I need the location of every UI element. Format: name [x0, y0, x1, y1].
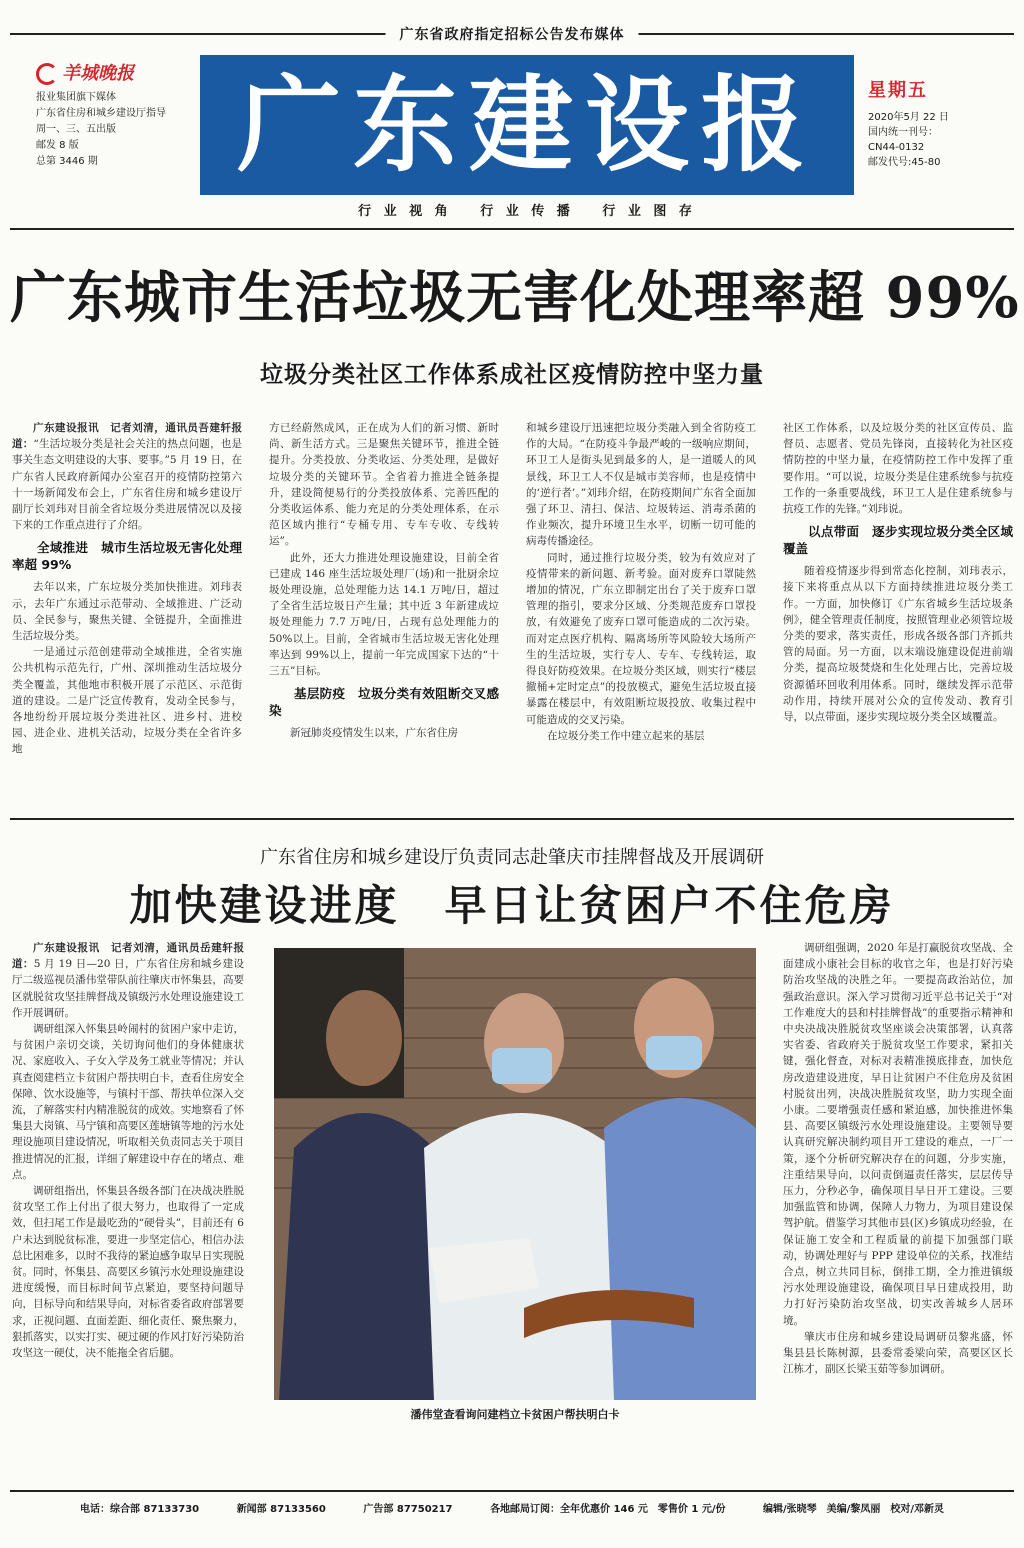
issn-number: CN44-0132: [868, 142, 925, 153]
logo-text: 羊城晚报: [62, 63, 134, 84]
story1-headline: 广东城市生活垃圾无害化处理率超 99%: [10, 265, 1020, 331]
story1-col1-p2: 去年以来，广东垃圾分类加快推进。刘玮表示，去年广东通过示范带动、全域推进、广泛动员、全民参与，聚焦关键、全链提升，全面推进生活垃圾分类。: [12, 581, 242, 643]
issue-date: 2020年5月 22 日: [868, 112, 949, 123]
footer-credits: 编辑/张晓琴 美编/黎凤丽 校对/邓新灵: [763, 1504, 944, 1515]
story1-col2-p1: 方已经蔚然成风，正在成为人们的新习惯、新时尚、新生活方式。三是聚焦关键环节，推进全链提升。分类投放、分类收运、分类处理，是做好垃圾分类的关键环节。全省着力推进全链条提升，建设简便易行的分类投放体系、完善匹配的分类收运体系、能力充足的分类处理体系，在示范区域内推行“专桶专用、专车专收、专线转运”。: [269, 422, 499, 548]
masthead-info-4: 邮发 8 版: [36, 140, 79, 151]
story1-col2-p2: 此外，还大力推进处理设施建设，目前全省已建成 146 座生活垃圾处理厂(场)和一批厨余垃圾处理设施，总处理能力达 14.1 万吨/日，超过了全省生活垃圾日产生量；其中近 3 年新建成垃圾处理能力 7.7 万吨/日，占现有总处理能力的 50%以上。目前，全省城市生活垃圾无害化处理率达到 99%以上，提前一年完成国家下达的“十三五”目标。: [269, 551, 499, 678]
masthead-info-1: 报业集团旗下媒体: [36, 92, 116, 103]
publisher-logo: [36, 58, 201, 90]
story1-col3-p3: 在垃圾分类工作中建立起来的基层: [547, 729, 705, 742]
footer-phone-general: 电话：综合部 87133730: [80, 1504, 200, 1515]
story1-subhead-1: 全域推进 城市生活垃圾无害化处理率超 99%: [12, 540, 242, 573]
news-photo: [274, 948, 756, 1400]
footer-phone-ads: 广告部 87750217: [363, 1504, 453, 1515]
story1-col2-p3: 新冠肺炎疫情发生以来，广东省住房: [290, 727, 458, 740]
story2-column-2: [783, 940, 1013, 1450]
story2-kicker: 广东省住房和城乡建设厅负责同志赴肇庆市挂牌督战及开展调研: [260, 847, 764, 868]
masthead-left: [36, 58, 201, 170]
story2-col2-p1: 调研组强调，2020 年是打赢脱贫攻坚战、全面建成小康社会目标的收官之年，也是打好污染防治攻坚战的决胜之年。一要提高政治站位，加强政治意识。深入学习贯彻习近平总书记关于“对工作难度大的县和村挂牌督战”的重要指示精神和中央决战决胜脱贫攻坚座谈会决策部署，认真落实省委、省政府关于脱贫攻坚工作要求，紧扣关键，强化督查，对标对表精准摸底排查，加快危房改造建设进度，早日让贫困户不住危房及贫困村脱贫出列，决战决胜脱贫攻坚，助力实现全面小康。二要增强责任感和紧迫感，加快推进怀集县、高要区镇级污水处理设施建设。主要领导要认真研究解决制约项目开工建设的难点，一厂一策，逐个分析研究解决存在的问题，分步实施，注重结果导向，以问责倒逼责任落实，层层传导压力，分秒必争，确保项目早日开工建设。三要加强监管和协调，保障人力物力，为项目建设保驾护航。借鉴学习其他市县(区)乡镇成功经验，在保证施工安全和工程质量的前提下加强部门联动，协调处理好与 PPP 建设单位的关系，找准结合点，树立共同目标，倒排工期，全力推进镇级污水处理设施建设，确保项目早日建成投用，助力打好污染防治攻坚战，切实改善城乡人居环境。: [783, 942, 1013, 1327]
story1-col4-p2: 随着疫情逐步得到常态化控制，刘玮表示，接下来将重点从以下方面持续推进垃圾分类工作。一方面，加快修订《广东省城乡生活垃圾条例》，健全管理责任制度，按照管理业必须管垃圾分类的要求，落实责任，形成各级各部门齐抓共管的局面。另一方面，以末端设施建设促进前端分类，提高垃圾焚烧和生化处理占比，完善垃圾资源循环回收利用体系。同时，继续发挥示范带动作用，持续开展对公众的宣传发动、教育引导，以点带面，逐步实现垃圾分类全区域覆盖。: [783, 565, 1013, 724]
story1-subhead-3: 以点带面 逐步实现垃圾分类全区域覆盖: [783, 524, 1013, 557]
story2-column-1: [12, 940, 244, 1450]
footer-rule: [10, 1490, 1014, 1492]
story-divider: [10, 818, 1014, 820]
story1-col4-p1: 社区工作体系，以及垃圾分类的社区宣传员、监督员、志愿者、党员先锋岗，直接转化为社区疫情防控的中坚力量，在疫情防控工作中发挥了重要作用。“可以说，垃圾分类是住建系统参与抗疫工作的一条重要战线，环卫工人是住建系统参与抗疫工作的先锋。”刘玮说。: [783, 422, 1013, 516]
story1-byline: 广东建设报讯 记者刘清，通讯员吾建轩报道：: [12, 422, 242, 451]
masthead-rule: [10, 228, 1014, 230]
story2-byline: 广东建设报讯 记者刘清，通讯员岳建轩报道：: [12, 942, 244, 971]
story2-col1-p2: 调研组深入怀集县岭闹村的贫困户家中走访，与贫困户亲切交谈，关切询问他们的身体健康状况、家庭收入、子女入学及务工就业等情况；并认真查阅建档立卡贫困户帮扶明白卡，查看住房安全保障、饮水设施等，与镇村干部、帮扶单位深入交流，了解落实村内精准脱贫的成效。实地察看了怀集县大岗镇、马宁镇和高要区莲塘镇等地的污水处理设施项目建设情况，听取相关负责同志关于项目推进情况的汇报，详细了解建设中存在的堵点、难点。: [12, 1023, 244, 1181]
story1-col1-p3: 一是通过示范创建带动全域推进，全省实施公共机构示范先行，广州、深圳推动生活垃圾分类全覆盖，其他地市积极开展了示范区、示范街道的建设。二是广泛宣传教育，发动全民参与，各地纷纷开展垃圾分类进社区、进乡村、进校园、进企业、进机关活动，垃圾分类在全省许多地: [12, 646, 242, 756]
story1-subheadline: 垃圾分类社区工作体系成社区疫情防控中坚力量: [260, 362, 764, 388]
photo-caption: 潘伟堂查看询问建档立卡贫困户帮扶明白卡: [410, 1408, 620, 1421]
masthead-info-5: 总第 3446 期: [36, 156, 98, 167]
story2-col1-p3: 调研组指出，怀集县各级各部门在决战决胜脱贫攻坚工作上付出了很大努力，也取得了一定成效，但扫尾工作是最吃劲的“硬骨头”，目前还有 6 户未达到脱贫标准，要进一步坚定信心，相信办法总比困难多，以时不我待的紧迫感争取早日实现脱贫。同时，怀集县、高要区乡镇污水处理设施建设进度缓慢，而目标时间节点紧迫，要坚持问题导向，目标导向和结果导向，对标省委省政府部署要求，正视问题、直面差距、细化责任、聚焦聚力，狠抓落实，以实打实、硬过硬的作风打好污染防治攻坚这一硬仗，决不能拖全省后腿。: [12, 1185, 244, 1360]
postal-code: 邮发代号:45-80: [868, 157, 941, 168]
top-caption: 广东省政府指定招标公告发布媒体: [386, 24, 639, 44]
logo-swirl-icon: [36, 63, 58, 85]
news-photo-illustration: [274, 948, 756, 1400]
top-band: [10, 24, 1014, 44]
story1-subhead-2: 基层防疫 垃圾分类有效阻断交叉感染: [269, 686, 499, 719]
tagline: [200, 200, 854, 219]
footer: [10, 1500, 1014, 1515]
issn-label: 国内统一刊号：: [868, 127, 938, 138]
story1-col3-p1: 和城乡建设厅迅速把垃圾分类融入到全省防疫工作的大局。“在防疫斗争最严峻的一级响应期间，环卫工人是街头见到最多的人，是一道暖人的风景线，环卫工人不仅是城市美容师，也是疫情中的‘逆行者’。”刘玮介绍，在防疫期间广东省全面加强了环卫、清扫、保洁、垃圾转运、消毒杀菌的作业频次，提升环境卫生水平，切断一切可能的病毒传播途径。: [526, 422, 756, 548]
weekday: 星期五: [868, 80, 928, 101]
footer-phone-news: 新闻部 87133560: [236, 1504, 326, 1515]
tagline-3: 行 业 图 存: [602, 204, 696, 219]
tagline-2: 行 业 传 播: [480, 204, 574, 219]
story1-column-4: [783, 420, 1013, 800]
story2-col1-p1: 5 月 19 日—20 日，广东省住房和城乡建设厅二级巡视员潘伟堂带队前往肇庆市怀集县，高要区就脱贫攻坚挂牌督战及镇级污水处理设施建设工作开展调研。: [12, 958, 244, 1019]
story1-column-3: [526, 420, 756, 800]
story1-column-1: [12, 420, 242, 800]
masthead-right: [868, 80, 1008, 170]
tagline-1: 行 业 视 角: [358, 204, 452, 219]
story2-col2-p2: 肇庆市住房和城乡建设局调研员黎兆盛，怀集县县长陈树源，县委常委梁向荣，高要区区长江栋才，副区长梁玉茹等参加调研。: [783, 1330, 1013, 1376]
story2-headline: 加快建设进度 早日让贫困户不住危房: [129, 881, 895, 930]
story1-column-2: [269, 420, 499, 800]
footer-subscription: 各地邮局订阅：全年优惠价 146 元 零售价 1 元/份: [490, 1504, 726, 1515]
story1-col3-p2: 同时，通过推行垃圾分类，较为有效应对了疫情带来的新问题、新考验。面对废弃口罩陡然增加的情况，广东立即制定出台了关于废弃口罩管理的指引，要求分区域、分类规范废弃口罩投放，有效避免了废弃口罩可能造成的二次污染。而对定点医疗机构、隔离场所等风险较大场所产生的生活垃圾，实行专人、专车、专线转运，取得良好防疫效果。在垃圾分类区域，则实行“楼层撤桶+定时定点”的投放模式，避免生活垃圾直接暴露在楼层中，有效阻断垃圾投放、收集过程中可能造成的交叉污染。: [526, 551, 756, 726]
story1-col1-p1: “生活垃圾分类是社会关注的热点问题，也是事关生态文明建设的大事、要事。”5 月 19 日，在广东省人民政府新闻办公室召开的疫情防控第六十一场新闻发布会上，广东省住房和城乡建设厅副厅长刘玮对目前全省垃圾分类进展情况以及接下来的工作重点进行了介绍。: [12, 438, 242, 532]
masthead-info-3: 周一、三、五出版: [36, 124, 116, 135]
newspaper-title-block: [200, 55, 854, 195]
masthead-info-2: 广东省住房和城乡建设厅指导: [36, 108, 166, 119]
newspaper-title: 广东建设报: [236, 64, 817, 186]
